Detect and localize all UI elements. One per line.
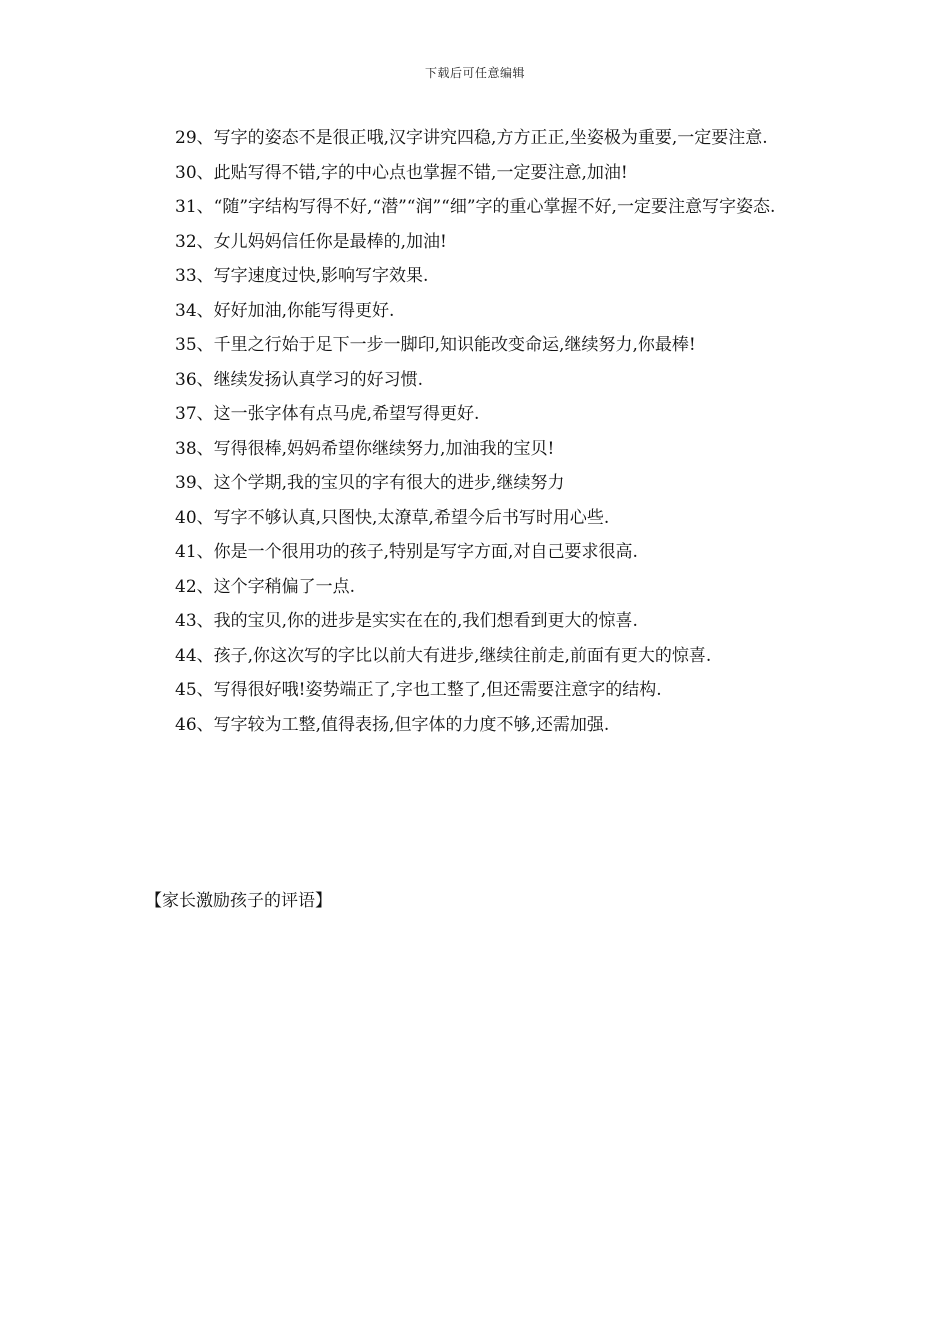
comment-item: 41、你是一个很用功的孩子,特别是写字方面,对自己要求很高. bbox=[175, 542, 638, 562]
comment-item: 36、继续发扬认真学习的好习惯. bbox=[175, 369, 424, 390]
comment-item: 34、好好加油,你能写得更好. bbox=[175, 300, 395, 321]
comment-item: 43、我的宝贝,你的进步是实实在在的,我们想看到更大的惊喜. bbox=[175, 611, 638, 631]
comment-item: 32、女儿妈妈信任你是最棒的,加油! bbox=[175, 231, 447, 252]
comment-item: 42、这个字稍偏了一点. bbox=[175, 576, 356, 597]
comment-item: 30、此贴写得不错,字的中心点也掌握不错,一定要注意,加油! bbox=[175, 162, 628, 183]
comment-item: 29、写字的姿态不是很正哦,汉字讲究四稳,方方正正,坐姿极为重要,一定要注意. bbox=[175, 128, 768, 148]
comment-item: 35、千里之行始于足下一步一脚印,知识能改变命运,继续努力,你最棒! bbox=[175, 335, 696, 355]
page-header: 下载后可任意编辑 bbox=[424, 66, 525, 80]
comment-item: 31、“随”字结构写得不好,“潜”“润”“细”字的重心掌握不好,一定要注意写字姿态. bbox=[175, 197, 776, 217]
comment-item: 44、孩子,你这次写的字比以前大有进步,继续往前走,前面有更大的惊喜. bbox=[175, 645, 712, 666]
comment-item: 33、写字速度过快,影响写字效果. bbox=[175, 266, 429, 286]
comment-item: 37、这一张字体有点马虎,希望写得更好. bbox=[175, 404, 480, 424]
section-heading: 【家长激励孩子的评语】 bbox=[145, 891, 332, 911]
comment-item: 45、写得很好哦!姿势端正了,字也工整了,但还需要注意字的结构. bbox=[175, 680, 662, 700]
comment-item: 40、写字不够认真,只图快,太潦草,希望今后书写时用心些. bbox=[175, 507, 610, 528]
comment-item: 46、写字较为工整,值得表扬,但字体的力度不够,还需加强. bbox=[175, 714, 610, 735]
comment-item: 38、写得很棒,妈妈希望你继续努力,加油我的宝贝! bbox=[175, 438, 555, 459]
comment-item: 39、这个学期,我的宝贝的字有很大的进步,继续努力 bbox=[175, 473, 565, 493]
comment-list bbox=[145, 121, 807, 742]
